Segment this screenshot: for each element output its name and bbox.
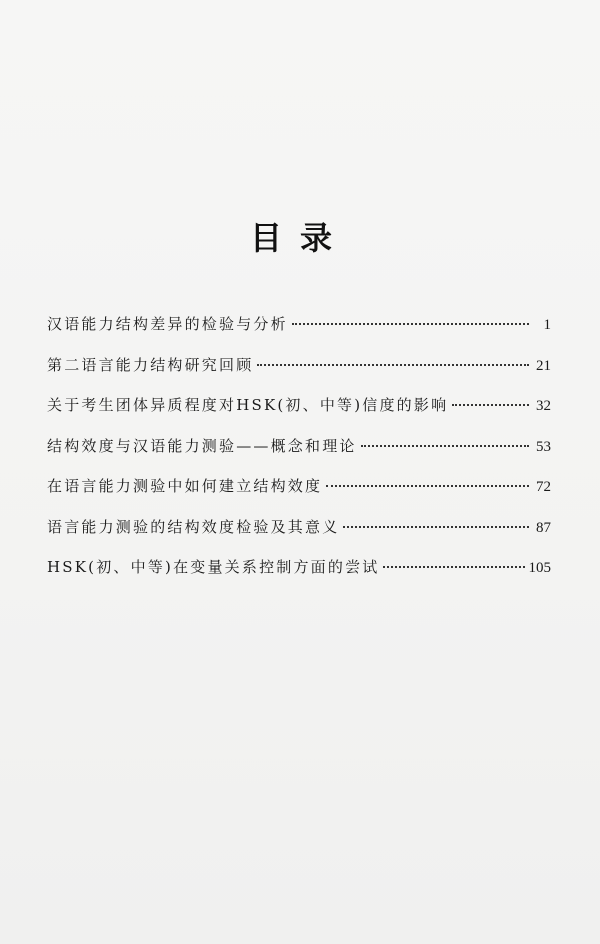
- toc-dot-leader: [257, 364, 529, 366]
- toc-entry[interactable]: [47, 394, 551, 435]
- table-of-contents: [47, 313, 551, 597]
- toc-entry-title: HSK(初、中等)在变量关系控制方面的尝试: [47, 558, 380, 576]
- toc-entry[interactable]: [47, 313, 551, 354]
- toc-entry-page: 1: [543, 317, 551, 333]
- toc-entry-title: 语言能力测验的结构效度检验及其意义: [47, 517, 340, 536]
- toc-dot-leader: [452, 404, 529, 406]
- toc-dot-leader: [292, 323, 529, 325]
- toc-dot-leader: [361, 445, 529, 447]
- toc-entry-title: 第二语言能力结构研究回顾: [47, 355, 254, 374]
- toc-entry[interactable]: [47, 475, 551, 516]
- toc-entry-title: 汉语能力结构差异的检验与分析: [47, 315, 288, 333]
- toc-entry-page: 87: [536, 519, 551, 536]
- toc-entry-page: 105: [528, 560, 551, 576]
- toc-entry-page: 32: [536, 398, 551, 414]
- toc-dot-leader: [326, 485, 529, 487]
- toc-entry-page: 72: [536, 479, 551, 495]
- toc-dot-leader: [383, 566, 524, 568]
- toc-entry-title: 结构效度与汉语能力测验——概念和理论: [47, 436, 357, 455]
- toc-entry-title: 在语言能力测验中如何建立结构效度: [47, 477, 323, 495]
- page-title: 目录: [249, 219, 350, 258]
- toc-entry[interactable]: [47, 556, 551, 597]
- toc-entry[interactable]: [47, 354, 551, 395]
- toc-entry[interactable]: [47, 516, 551, 557]
- toc-entry[interactable]: [47, 435, 551, 476]
- toc-entry-title: 关于考生团体异质程度对HSK(初、中等)信度的影响: [47, 396, 449, 414]
- toc-entry-page: 21: [536, 357, 551, 374]
- toc-entry-page: 53: [536, 438, 551, 455]
- toc-dot-leader: [343, 526, 529, 528]
